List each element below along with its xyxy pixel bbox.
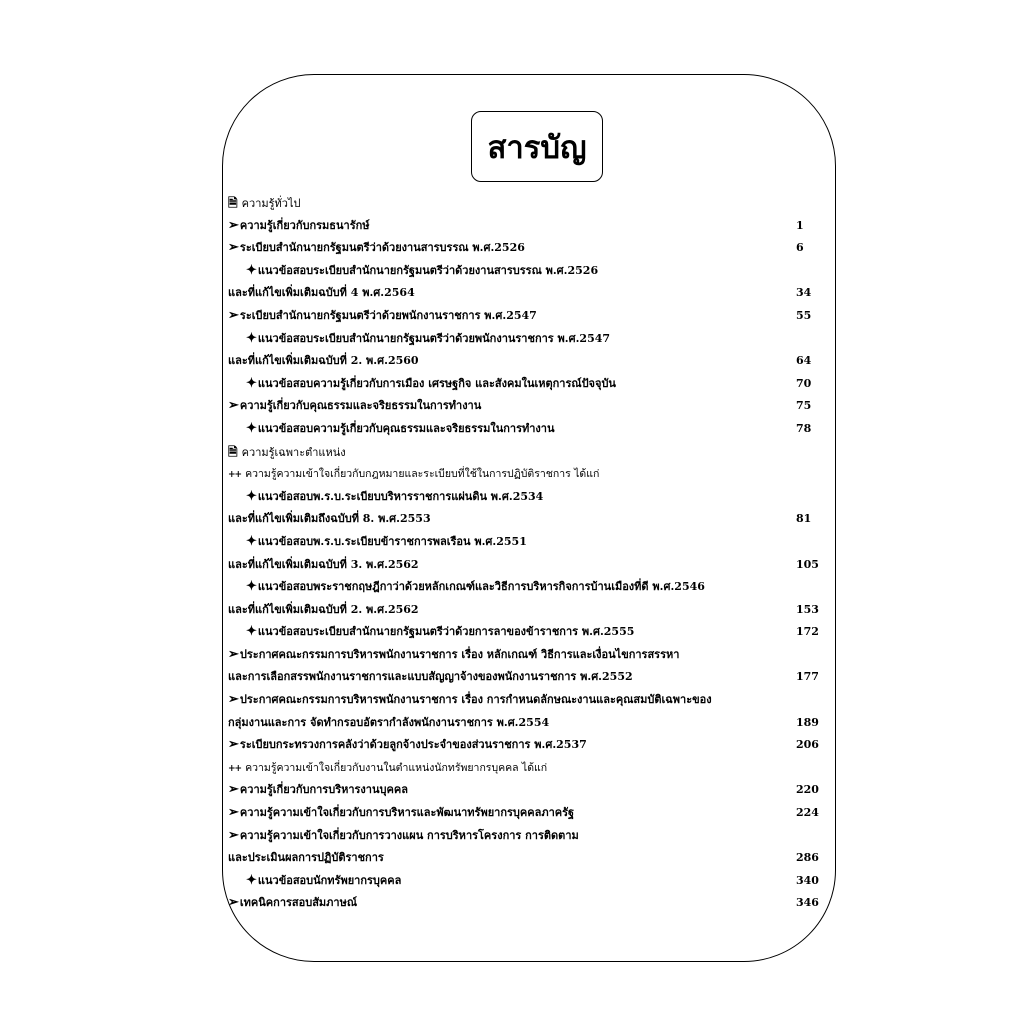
toc-entry-label: ความรู้เกี่ยวกับคุณธรรมและจริยธรรมในการทำงาน xyxy=(239,399,482,413)
toc-entry-text-wrap xyxy=(228,418,554,441)
toc-entry-label: ประกาศคณะกรรมการบริหารพนักงานราชการ เรื่อง หลักเกณฑ์ วิธีการและเงื่อนไขการสรรหา xyxy=(239,647,680,661)
toc-entry-label: และการเลือกสรรพนักงานราชการและแบบสัญญาจ้างของพนักงานราชการ พ.ศ.2552 xyxy=(228,670,633,684)
toc-entry-text-wrap xyxy=(228,870,401,893)
toc-page-number: 172 xyxy=(796,625,819,639)
toc-entry xyxy=(228,599,822,622)
toc-entry xyxy=(228,192,822,215)
toc-entry xyxy=(228,508,822,531)
toc-page-number: 64 xyxy=(796,354,812,368)
page-title-box xyxy=(471,111,603,182)
table-of-contents xyxy=(228,192,822,915)
toc-entry-text-wrap xyxy=(228,282,415,305)
toc-entry-label: แนวข้อสอบนักทรัพยากรบุคคล xyxy=(257,873,402,887)
toc-entry-label: กลุ่มงานและการ จัดทำกรอบอัตรากำลังพนักงานราชการ พ.ศ.2554 xyxy=(228,715,550,729)
four-point-star-icon: ✦ xyxy=(246,330,257,346)
toc-entry-label: และที่แก้ไขเพิ่มเติมฉบับที่ 2. พ.ศ.2562 xyxy=(228,602,419,616)
toc-page-number: 206 xyxy=(796,738,819,752)
toc-entry-text-wrap xyxy=(228,215,370,238)
toc-page-number: 340 xyxy=(796,873,819,887)
toc-entry xyxy=(228,576,822,599)
toc-entry-label: ความรู้เกี่ยวกับการบริหารงานบุคคล xyxy=(239,783,408,797)
toc-entry xyxy=(228,237,822,260)
toc-entry-label: ประกาศคณะกรรมการบริหารพนักงานราชการ เรื่อง การกำหนดลักษณะงานและคุณสมบัติเฉพาะของ xyxy=(239,693,712,707)
toc-page-number: 153 xyxy=(796,602,819,616)
arrow-bullet-icon: ➢ xyxy=(228,805,239,821)
four-point-star-icon: ✦ xyxy=(246,375,257,391)
toc-page-number: 224 xyxy=(796,806,819,820)
toc-entry-text-wrap xyxy=(228,666,633,689)
toc-entry-label: แนวข้อสอบระเบียบสำนักนายกรัฐมนตรีว่าด้วยงานสารบรรณ พ.ศ.2526 xyxy=(257,263,599,277)
toc-entry xyxy=(228,712,822,735)
toc-entry-text-wrap xyxy=(228,441,346,465)
toc-entry xyxy=(228,870,822,893)
toc-entry-label: ความรู้เกี่ยวกับกรมธนารักษ์ xyxy=(239,218,370,232)
toc-entry xyxy=(228,305,822,328)
toc-entry-text-wrap xyxy=(228,712,549,735)
toc-entry-text-wrap xyxy=(228,486,543,509)
toc-entry xyxy=(228,779,822,802)
page-title: สารบัญ xyxy=(487,129,587,166)
toc-entry xyxy=(228,734,822,757)
toc-page-number: 75 xyxy=(796,399,812,413)
toc-entry-text-wrap xyxy=(228,734,587,757)
toc-entry-text-wrap xyxy=(228,892,357,915)
toc-entry xyxy=(228,486,822,509)
toc-entry-label: แนวข้อสอบความรู้เกี่ยวกับการเมือง เศรษฐกิจ และสังคมในเหตุการณ์ปัจจุบัน xyxy=(257,376,616,390)
toc-page-number: 70 xyxy=(796,376,812,390)
toc-entry-label: และประเมินผลการปฏิบัติราชการ xyxy=(228,851,384,865)
toc-entry xyxy=(228,554,822,577)
arrow-bullet-icon: ➢ xyxy=(228,398,239,414)
toc-entry xyxy=(228,373,822,396)
arrow-bullet-icon: ➢ xyxy=(228,827,239,843)
arrow-bullet-icon: ➢ xyxy=(228,895,239,911)
toc-page-number: 286 xyxy=(796,851,819,865)
toc-entry-text-wrap xyxy=(228,802,574,825)
toc-entry xyxy=(228,441,822,464)
toc-entry xyxy=(228,531,822,554)
toc-page-number: 34 xyxy=(796,286,812,300)
toc-entry-label: เทคนิคการสอบสัมภาษณ์ xyxy=(239,896,358,910)
toc-entry-text-wrap xyxy=(228,463,599,487)
toc-entry xyxy=(228,892,822,915)
toc-entry xyxy=(228,621,822,644)
toc-entry-label: แนวข้อสอบความรู้เกี่ยวกับคุณธรรมและจริยธรรมในการทำงาน xyxy=(257,421,555,435)
toc-page-number: 189 xyxy=(796,715,819,729)
toc-entry xyxy=(228,847,822,870)
arrow-bullet-icon: ➢ xyxy=(228,646,239,662)
toc-entry-label: ระเบียบสำนักนายกรัฐมนตรีว่าด้วยงานสารบรรณ พ.ศ.2526 xyxy=(239,241,525,255)
toc-entry-text-wrap xyxy=(228,825,579,848)
toc-entry-text-wrap xyxy=(228,305,537,328)
toc-entry-label: และที่แก้ไขเพิ่มเติมฉบับที่ 4 พ.ศ.2564 xyxy=(228,286,415,300)
toc-entry-text-wrap xyxy=(228,576,705,599)
toc-page-number: 1 xyxy=(796,218,804,232)
four-point-star-icon: ✦ xyxy=(246,579,257,595)
toc-entry-label: ความรู้ความเข้าใจเกี่ยวกับการวางแผน การบริหารโครงการ การติดตาม xyxy=(239,828,579,842)
toc-entry xyxy=(228,215,822,238)
toc-entry xyxy=(228,463,822,486)
toc-entry-label: ความรู้ความเข้าใจเกี่ยวกับกฎหมายและระเบียบที่ใช้ในการปฏิบัติราชการ ได้แก่ xyxy=(245,468,600,481)
plus-plus-icon: ++ xyxy=(228,763,242,774)
toc-page-number: 6 xyxy=(796,241,804,255)
toc-entry-label: ความรู้เฉพาะตำแหน่ง xyxy=(241,445,346,459)
toc-entry-label: และที่แก้ไขเพิ่มเติมฉบับที่ 3. พ.ศ.2562 xyxy=(228,557,419,571)
toc-entry xyxy=(228,395,822,418)
toc-entry-label: และที่แก้ไขเพิ่มเติมฉบับที่ 2. พ.ศ.2560 xyxy=(228,354,419,368)
toc-entry-text-wrap xyxy=(228,260,598,283)
toc-entry-label: ระเบียบสำนักนายกรัฐมนตรีว่าด้วยพนักงานราชการ พ.ศ.2547 xyxy=(239,308,537,322)
toc-page-number: 220 xyxy=(796,783,819,797)
toc-entry-text-wrap xyxy=(228,508,431,531)
toc-entry-label: ความรู้ความเข้าใจเกี่ยวกับการบริหารและพัฒนาทรัพยากรบุคคลภาครัฐ xyxy=(239,806,575,820)
four-point-star-icon: ✦ xyxy=(246,420,257,436)
toc-entry-label: ความรู้ทั่วไป xyxy=(241,197,301,210)
toc-entry xyxy=(228,328,822,351)
document-icon: 🗎 xyxy=(228,444,238,459)
four-point-star-icon: ✦ xyxy=(246,624,257,640)
toc-entry-text-wrap xyxy=(228,350,419,373)
toc-entry-label: แนวข้อสอบพ.ร.บ.ระเบียบข้าราชการพลเรือน พ.ศ.2551 xyxy=(257,534,527,548)
toc-entry-text-wrap xyxy=(228,599,419,622)
toc-entry-text-wrap xyxy=(228,644,679,667)
toc-entry xyxy=(228,666,822,689)
toc-entry-text-wrap xyxy=(228,395,481,418)
arrow-bullet-icon: ➢ xyxy=(228,217,239,233)
toc-entry-text-wrap xyxy=(228,192,300,216)
plus-plus-icon: ++ xyxy=(228,470,242,481)
toc-entry xyxy=(228,350,822,373)
toc-entry xyxy=(228,644,822,667)
four-point-star-icon: ✦ xyxy=(246,872,257,888)
toc-entry-text-wrap xyxy=(228,779,408,802)
toc-entry-text-wrap xyxy=(228,373,616,396)
toc-entry xyxy=(228,825,822,848)
toc-page-number: 78 xyxy=(796,421,812,435)
four-point-star-icon: ✦ xyxy=(246,533,257,549)
toc-entry-text-wrap xyxy=(228,237,525,260)
toc-entry-text-wrap xyxy=(228,621,634,644)
toc-page-number: 177 xyxy=(796,670,819,684)
toc-page-number: 81 xyxy=(796,512,812,526)
toc-entry-text-wrap xyxy=(228,757,547,781)
toc-entry xyxy=(228,757,822,780)
toc-page-number: 105 xyxy=(796,557,819,571)
toc-entry-text-wrap xyxy=(228,328,610,351)
four-point-star-icon: ✦ xyxy=(246,262,257,278)
arrow-bullet-icon: ➢ xyxy=(228,692,239,708)
toc-entry-text-wrap xyxy=(228,531,527,554)
toc-entry-label: แนวข้อสอบพระราชกฤษฎีกาว่าด้วยหลักเกณฑ์และวิธีการบริหารกิจการบ้านเมืองที่ดี พ.ศ.2546 xyxy=(257,580,705,594)
toc-entry-label: ระเบียบกระทรวงการคลังว่าด้วยลูกจ้างประจำของส่วนราชการ พ.ศ.2537 xyxy=(239,738,587,752)
toc-entry xyxy=(228,802,822,825)
toc-entry xyxy=(228,689,822,712)
toc-entry-label: แนวข้อสอบระเบียบสำนักนายกรัฐมนตรีว่าด้วยพนักงานราชการ พ.ศ.2547 xyxy=(257,331,611,345)
toc-entry-label: แนวข้อสอบระเบียบสำนักนายกรัฐมนตรีว่าด้วยการลาของข้าราชการ พ.ศ.2555 xyxy=(257,625,635,639)
toc-entry-label: ความรู้ความเข้าใจเกี่ยวกับงานในตำแหน่งนักทรัพยากรบุคคล ได้แก่ xyxy=(245,761,548,774)
toc-entry-text-wrap xyxy=(228,847,384,870)
arrow-bullet-icon: ➢ xyxy=(228,782,239,798)
toc-entry-text-wrap xyxy=(228,554,419,577)
toc-entry-text-wrap xyxy=(228,689,712,712)
arrow-bullet-icon: ➢ xyxy=(228,737,239,753)
toc-entry xyxy=(228,282,822,305)
arrow-bullet-icon: ➢ xyxy=(228,307,239,323)
four-point-star-icon: ✦ xyxy=(246,488,257,504)
toc-page-number: 55 xyxy=(796,308,812,322)
toc-entry xyxy=(228,260,822,283)
document-icon: 🗎 xyxy=(228,196,238,210)
toc-page-number: 346 xyxy=(796,896,819,910)
toc-entry-label: แนวข้อสอบพ.ร.บ.ระเบียบบริหารราชการแผ่นดิน พ.ศ.2534 xyxy=(257,489,544,503)
arrow-bullet-icon: ➢ xyxy=(228,240,239,256)
toc-entry xyxy=(228,418,822,441)
toc-entry-label: และที่แก้ไขเพิ่มเติมถึงฉบับที่ 8. พ.ศ.2553 xyxy=(228,512,431,526)
